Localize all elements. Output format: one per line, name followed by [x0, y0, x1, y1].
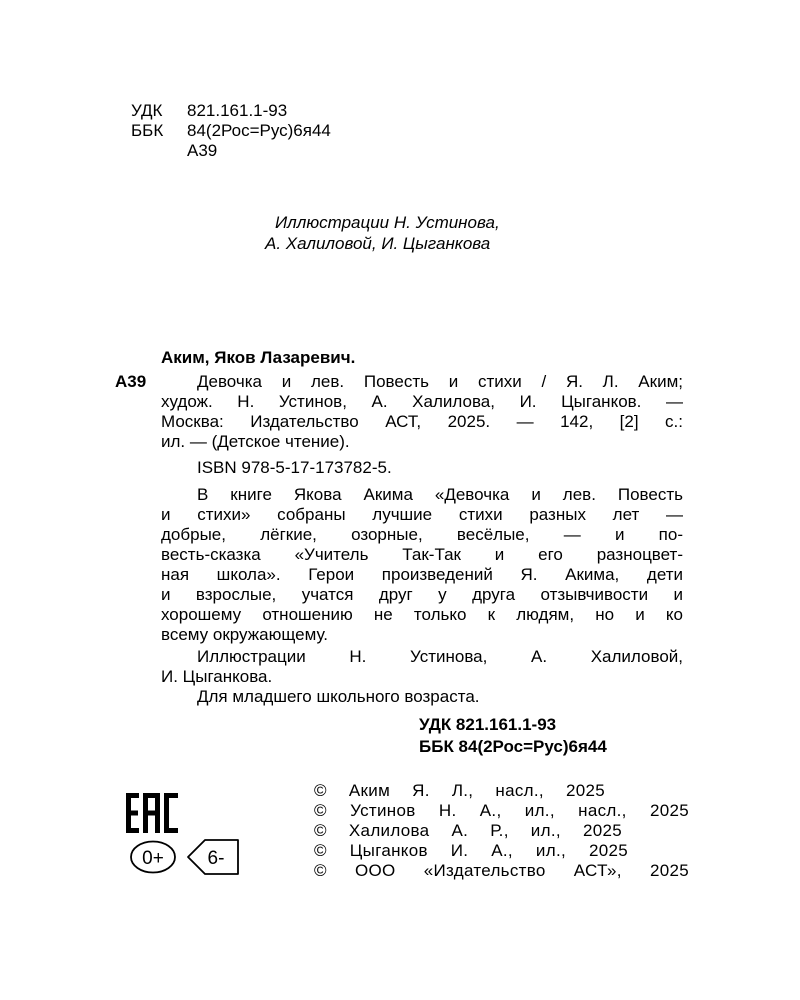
bbk-value: 84(2Рос=Рус)6я44 — [187, 121, 331, 140]
copyright-line: © Цыганков И. А., ил., 2025 — [314, 841, 628, 860]
annotation-line: В книге Якова Акима «Девочка и лев. Повесть — [197, 485, 683, 504]
copyright-block — [314, 781, 689, 881]
bbk-line — [131, 121, 331, 141]
age-note: Для младшего школьного возраста. — [197, 687, 480, 706]
eac-mark — [126, 793, 180, 833]
age-rating-badge — [129, 840, 177, 874]
annotation — [161, 485, 683, 645]
copyright-line: © ООО «Издательство АСТ», 2025 — [314, 861, 689, 880]
annotation-line: хорошему отношению не только к людям, но и ко — [161, 605, 683, 624]
udk-line — [131, 101, 331, 121]
illustration-line: И. Цыганкова. — [161, 667, 273, 686]
copyright-line: © Устинов Н. А., ил., насл., 2025 — [314, 801, 689, 820]
annotation-line: ная школа». Герои произведений Я. Акима, дети — [161, 565, 683, 584]
copyright-line: © Аким Я. Л., насл., 2025 — [314, 781, 605, 800]
classification-codes — [131, 101, 331, 161]
udk-bold: УДК 821.161.1-93 — [419, 715, 557, 734]
entry-line: Москва: Издательство АСТ, 2025. — 142, [2] с.: — [161, 412, 683, 431]
udk-value: 821.161.1-93 — [187, 101, 288, 120]
isbn: ISBN 978-5-17-173782-5. — [197, 458, 392, 477]
entry-line: ил. — (Детское чтение). — [161, 432, 350, 451]
age-six-text: 6- — [207, 848, 225, 869]
annotation-line: добрые, лёгкие, озорные, весёлые, — и по- — [161, 525, 683, 544]
copyright-line: © Халилова А. Р., ил., 2025 — [314, 821, 622, 840]
age-six-badge — [185, 838, 241, 876]
entry-line: худож. Н. Устинов, А. Халилова, И. Цыганков. — — [161, 392, 683, 411]
annotation-line: всему окружающему. — [161, 625, 328, 644]
annotation-line: и взрослые, учатся друг у друга отзывчивости и — [161, 585, 683, 604]
illustrators-line-2: А. Халиловой, И. Цыганкова — [265, 234, 491, 253]
age-rating-text: 0+ — [142, 848, 164, 869]
illustration-line: Иллюстрации Н. Устинова, А. Халиловой, — [197, 647, 683, 666]
record-mark: А39 — [115, 372, 147, 391]
illustration-note — [161, 647, 683, 687]
bbk-bold: ББК 84(2Рос=Рус)6я44 — [419, 737, 607, 756]
annotation-line: весть-сказка «Учитель Так-Так и его разноцвет- — [161, 545, 683, 564]
annotation-line: и стихи» собраны лучшие стихи разных лет — — [161, 505, 683, 524]
eac-logo-icon — [126, 793, 180, 833]
bbk-label: ББК — [131, 121, 164, 140]
entry-line: Девочка и лев. Повесть и стихи / Я. Л. Аким; — [197, 372, 683, 391]
record-author: Аким, Яков Лазаревич. — [161, 348, 356, 367]
record-entry — [161, 372, 683, 452]
author-mark-top: А39 — [187, 141, 218, 160]
udk-label: УДК — [131, 101, 163, 120]
illustrators-line-1: Иллюстрации Н. Устинова, — [275, 213, 500, 232]
